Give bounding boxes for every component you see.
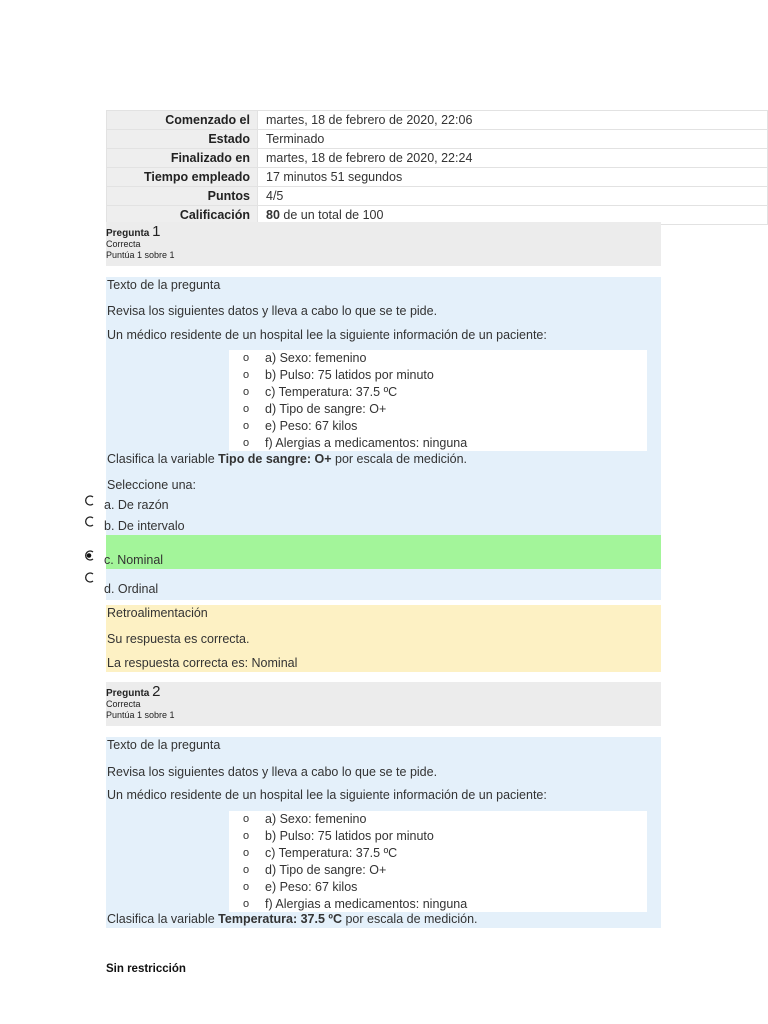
question-label: Pregunta: [106, 228, 150, 239]
list-item: o c) Temperatura: 37.5 ºC: [229, 845, 647, 862]
summary-label: Puntos: [107, 187, 258, 206]
summary-row: [107, 187, 768, 206]
summary-label: Calificación: [107, 206, 258, 225]
question-label: Pregunta: [106, 688, 150, 699]
question-status: Correcta: [106, 239, 141, 249]
question-1-header: [106, 222, 661, 266]
question-2-header: [106, 682, 661, 726]
list-item: o a) Sexo: femenino: [229, 350, 647, 367]
question-number-value: 1: [152, 223, 161, 240]
grade-total: de un total de 100: [279, 208, 384, 222]
question-1-last-option-box: [106, 569, 661, 600]
summary-label: Finalizado en: [107, 149, 258, 168]
question-status: Correcta: [106, 699, 141, 709]
list-item: o e) Peso: 67 kilos: [229, 879, 647, 896]
summary-label: Tiempo empleado: [107, 168, 258, 187]
question-intro: Revisa los siguientes datos y lleva a cabo lo que se te pide.: [107, 304, 438, 318]
grade-value: 80: [266, 208, 280, 222]
summary-value: martes, 18 de febrero de 2020, 22:06: [258, 111, 768, 130]
select-label: Seleccione una:: [107, 478, 196, 492]
radio-option-c-selected[interactable]: [84, 550, 95, 561]
footer-classification: Sin restricción: [106, 963, 186, 975]
prompt-text-end: por escala de medición.: [331, 452, 468, 466]
feedback-box: [106, 605, 661, 672]
attempt-summary-table: [106, 110, 768, 225]
prompt-text-end: por escala de medición.: [342, 912, 478, 926]
correct-answer-text: La respuesta correcta es: Nominal: [107, 656, 298, 670]
question-number: [106, 682, 661, 699]
list-item: o a) Sexo: femenino: [229, 811, 647, 828]
summary-row: [107, 149, 768, 168]
question-text-title: Texto de la pregunta: [107, 278, 221, 292]
prompt-text: Clasifica la variable: [107, 452, 219, 466]
prompt-text: Clasifica la variable: [107, 912, 219, 926]
summary-label: Estado: [107, 130, 258, 149]
question-score: Puntúa 1 sobre 1: [106, 710, 175, 720]
radio-option-a[interactable]: [84, 495, 95, 506]
question-intro: Revisa los siguientes datos y lleva a cabo lo que se te pide.: [107, 765, 438, 779]
patient-data-list: [229, 811, 647, 912]
question-number: [106, 222, 661, 239]
feedback-text: Su respuesta es correcta.: [107, 632, 250, 646]
summary-value: martes, 18 de febrero de 2020, 22:24: [258, 149, 768, 168]
summary-row: [107, 168, 768, 187]
question-score: Puntúa 1 sobre 1: [106, 250, 175, 260]
summary-row: [107, 111, 768, 130]
list-item: o f) Alergias a medicamentos: ninguna: [229, 435, 647, 452]
list-item: o c) Temperatura: 37.5 ºC: [229, 384, 647, 401]
option-c-label[interactable]: c. Nominal: [104, 553, 164, 567]
list-item: o d) Tipo de sangre: O+: [229, 862, 647, 879]
question-prompt: [107, 452, 467, 466]
list-item: o f) Alergias a medicamentos: ninguna: [229, 896, 647, 913]
summary-value: Terminado: [258, 130, 768, 149]
list-item: o b) Pulso: 75 latidos por minuto: [229, 367, 647, 384]
list-item: o b) Pulso: 75 latidos por minuto: [229, 828, 647, 845]
prompt-variable: Tipo de sangre: O+: [218, 452, 332, 466]
summary-label: Comenzado el: [107, 111, 258, 130]
question-1-answer-box: [106, 451, 661, 535]
option-b-label[interactable]: b. De intervalo: [104, 519, 185, 533]
question-number-value: 2: [152, 683, 161, 700]
question-context: Un médico residente de un hospital lee la siguiente información de un paciente:: [107, 788, 547, 802]
option-a-label[interactable]: a. De razón: [104, 498, 169, 512]
patient-data-list: [229, 350, 647, 451]
radio-option-b[interactable]: [84, 516, 95, 527]
correct-answer-highlight: [106, 535, 661, 569]
summary-value: 17 minutos 51 segundos: [258, 168, 768, 187]
question-context: Un médico residente de un hospital lee la siguiente información de un paciente:: [107, 328, 547, 342]
summary-row: [107, 130, 768, 149]
radio-option-d[interactable]: [84, 572, 95, 583]
question-text-title: Texto de la pregunta: [107, 738, 221, 752]
summary-value: 4/5: [258, 187, 768, 206]
list-item: o e) Peso: 67 kilos: [229, 418, 647, 435]
feedback-title: Retroalimentación: [107, 606, 208, 620]
question-prompt: [107, 912, 478, 926]
list-item: o d) Tipo de sangre: O+: [229, 401, 647, 418]
option-d-label[interactable]: d. Ordinal: [104, 582, 159, 596]
prompt-variable: Temperatura: 37.5 ºC: [218, 912, 342, 926]
